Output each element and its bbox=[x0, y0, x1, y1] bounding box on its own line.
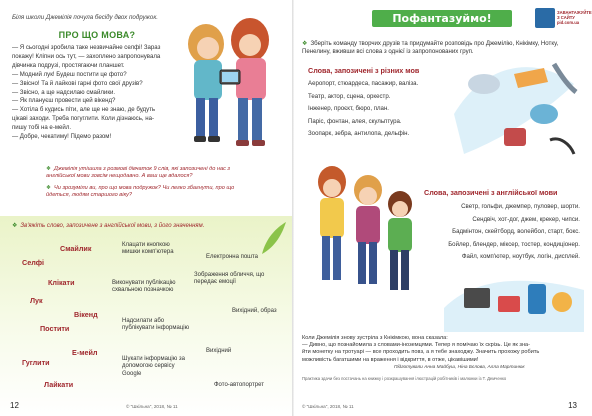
list-item: Файл, комп'ютер, ноутбук, логін, дисплей. bbox=[461, 253, 580, 261]
match-word[interactable]: Е-мейл bbox=[72, 348, 98, 357]
bullet-icon: ❖ bbox=[46, 166, 52, 172]
footnote: Практика здачи без постачань на книжку і розкрашування ілюстрацій робітників і малюнки із Т. Демченко bbox=[302, 376, 507, 381]
match-word[interactable]: Клікати bbox=[48, 278, 75, 287]
match-definition[interactable]: Фото-автопортрет bbox=[214, 382, 264, 388]
dialogue-line: — Як плануєш провести цей вікенд? bbox=[12, 97, 116, 105]
list-item: Інженер, проєкт, бюро, план. bbox=[308, 105, 390, 113]
kids-group-illustration bbox=[302, 160, 422, 340]
dialogue-line: — Хотіла б кудись піти, але ще не знаю, де будуть bbox=[12, 106, 156, 114]
list-item: Театр, актор, сцена, оркестр. bbox=[308, 92, 391, 100]
dialogue-line: дівчинка подрузі, простягаючи планшет. bbox=[12, 61, 125, 69]
match-word[interactable]: Лук bbox=[30, 296, 43, 305]
closing-line: можливість багатшими на враження і відкриття, в отже, цікавішими! bbox=[302, 356, 479, 363]
site-logo[interactable] bbox=[535, 8, 592, 30]
match-word[interactable]: Селфі bbox=[22, 258, 45, 267]
match-word[interactable]: Постити bbox=[40, 324, 70, 333]
bullet-icon: ❖ bbox=[302, 40, 308, 47]
closing-text bbox=[302, 335, 580, 364]
title-bar bbox=[294, 8, 592, 30]
bullet-icon: ❖ bbox=[46, 185, 52, 191]
section-heading: ПРО ЩО МОВА? bbox=[58, 30, 136, 40]
closing-line: — Дивно, що познайомила з словами-іноземцями. Тепер я помічаю їх скрізь. Це як зна- bbox=[302, 342, 531, 349]
match-definition[interactable]: Зображення обличчя, що передає емоції bbox=[194, 272, 265, 286]
dialogue-line: цікаві заходи. Треба погуглити. Коли дізнаюсь, на- bbox=[12, 115, 155, 123]
question-text: Джемілія утішила з розмові дівчаток 9 слів, які запозичені до нас з англійської мови зовсім нещодавно. А ваш ще вдалося? bbox=[46, 166, 231, 179]
matching-exercise bbox=[0, 216, 293, 416]
match-definition[interactable]: Виконувати публікацію схвальною позначкою bbox=[112, 280, 176, 294]
dialogue-line: — Добре, чекатиму! Піде​мо разом! bbox=[12, 133, 112, 141]
list-item: Бадмінтон, скейтборд, волейбол, старт, бокс. bbox=[452, 228, 580, 236]
right-page bbox=[294, 0, 592, 416]
copyright: © "Шкільна", 2018, № 11 bbox=[302, 404, 354, 409]
match-definition[interactable]: Шукати інформацію за допомогою сервісу Google bbox=[122, 356, 185, 377]
list-item: Аеропорт, стюардеса, пасажир, валіза. bbox=[308, 80, 419, 87]
exercise-task-text: Зв'яжіть слово, запозичене з англійської мови, з його значенням. bbox=[20, 223, 205, 229]
task-text-body: Зберіть команду творчих друзів та придумайте розповідь про Джемілію, Кнікімку, Нотку, Пенелину, вживши всі слова з однієї із запропонованих груп. bbox=[302, 40, 559, 55]
list-item: Сендвіч, хот-дог, джем, крекер, чипси. bbox=[472, 215, 580, 223]
match-definition[interactable]: Вихідний, образ bbox=[232, 308, 277, 314]
group2-list bbox=[420, 201, 580, 264]
dialogue-line: — Я сьогодні зробила таке незвичайне селфі! Зараз bbox=[12, 44, 161, 51]
dialogue-text bbox=[12, 44, 180, 142]
question-text: Чи зрозуміли ви, про що мова подружок? Чи легко збагнути, про що йдеться, людям старшого віку? bbox=[46, 185, 235, 198]
bullet-icon: ❖ bbox=[12, 223, 18, 229]
copyright: © "Шкільна", 2018, № 11 bbox=[126, 404, 178, 409]
match-definition[interactable]: Клацати кнопкою мишки комп'ютера bbox=[122, 242, 174, 256]
dialogue-line: покажу! Кліпни ось тут, — захоплено запропонувала bbox=[12, 52, 161, 60]
left-page bbox=[0, 0, 293, 416]
list-item: Светр, гольфи, джемпер, пуловер, шорти. bbox=[461, 203, 580, 210]
girls-illustration bbox=[176, 10, 288, 170]
dialogue-line: пишу тобі на е-мейл. bbox=[12, 124, 72, 132]
group1-heading: Слова, запозичені з різних мов bbox=[308, 66, 420, 75]
intro-text: Біля школи Джемілія почула бесіду двох подружок. bbox=[12, 14, 158, 21]
match-word[interactable]: Вікенд bbox=[74, 310, 98, 319]
dialogue-line: — Звісно! Та й лайкові гарні фото свої друзів? bbox=[12, 79, 143, 87]
match-definition[interactable]: Електронна пошта bbox=[206, 254, 259, 260]
list-item: Бойлер, блендер, міксер, тостер, кондиціонер. bbox=[448, 240, 580, 248]
closing-line: Коли Джемілія знову зустріла з Кнікімкою, вона сказала: bbox=[302, 335, 448, 341]
group1-list bbox=[308, 78, 458, 141]
dialogue-line: — Звісно, а ще надсилаю смайлики. bbox=[12, 88, 116, 96]
devices-illustration bbox=[444, 268, 584, 332]
leaf-decoration bbox=[258, 220, 288, 256]
authors-credit: Підготували Анна Майбуш, Ніна Бєлова, Алла Мартинюк bbox=[394, 365, 525, 370]
closing-line: йти монетку на тротуарі — все проходить повз, а я тебе знаходжу. Значить прохожу робить bbox=[302, 349, 540, 356]
page-number: 13 bbox=[568, 401, 577, 410]
objects-illustration bbox=[444, 44, 584, 174]
question-1 bbox=[46, 166, 236, 180]
match-word[interactable]: Гуглити bbox=[22, 358, 50, 367]
list-item: Паріс, фонтан, алея, скульптура. bbox=[308, 117, 402, 125]
match-word[interactable]: Лайкати bbox=[44, 380, 74, 389]
exercise-task bbox=[12, 222, 282, 229]
page-number: 12 bbox=[10, 401, 19, 410]
logo-text: ЗАВАНТАЖУЙТЕ З САЙТУ pid.com.ua bbox=[557, 10, 592, 25]
list-item: Зоопарк, зебра, антилопа, дельфін. bbox=[308, 130, 410, 138]
match-definition[interactable]: Вихідний bbox=[206, 348, 232, 354]
group2-heading: Слова, запозичені з англійської мови bbox=[424, 188, 558, 197]
page-title: Пофантазуймо! bbox=[372, 10, 512, 27]
match-word[interactable]: Смайлик bbox=[60, 244, 92, 253]
match-definition[interactable]: Надсилати або публікувати інформацію bbox=[122, 318, 190, 332]
monitor-icon bbox=[535, 8, 555, 28]
dialogue-line: — Модний лук! Будеш постити це фото? bbox=[12, 70, 127, 78]
question-2 bbox=[46, 185, 236, 199]
